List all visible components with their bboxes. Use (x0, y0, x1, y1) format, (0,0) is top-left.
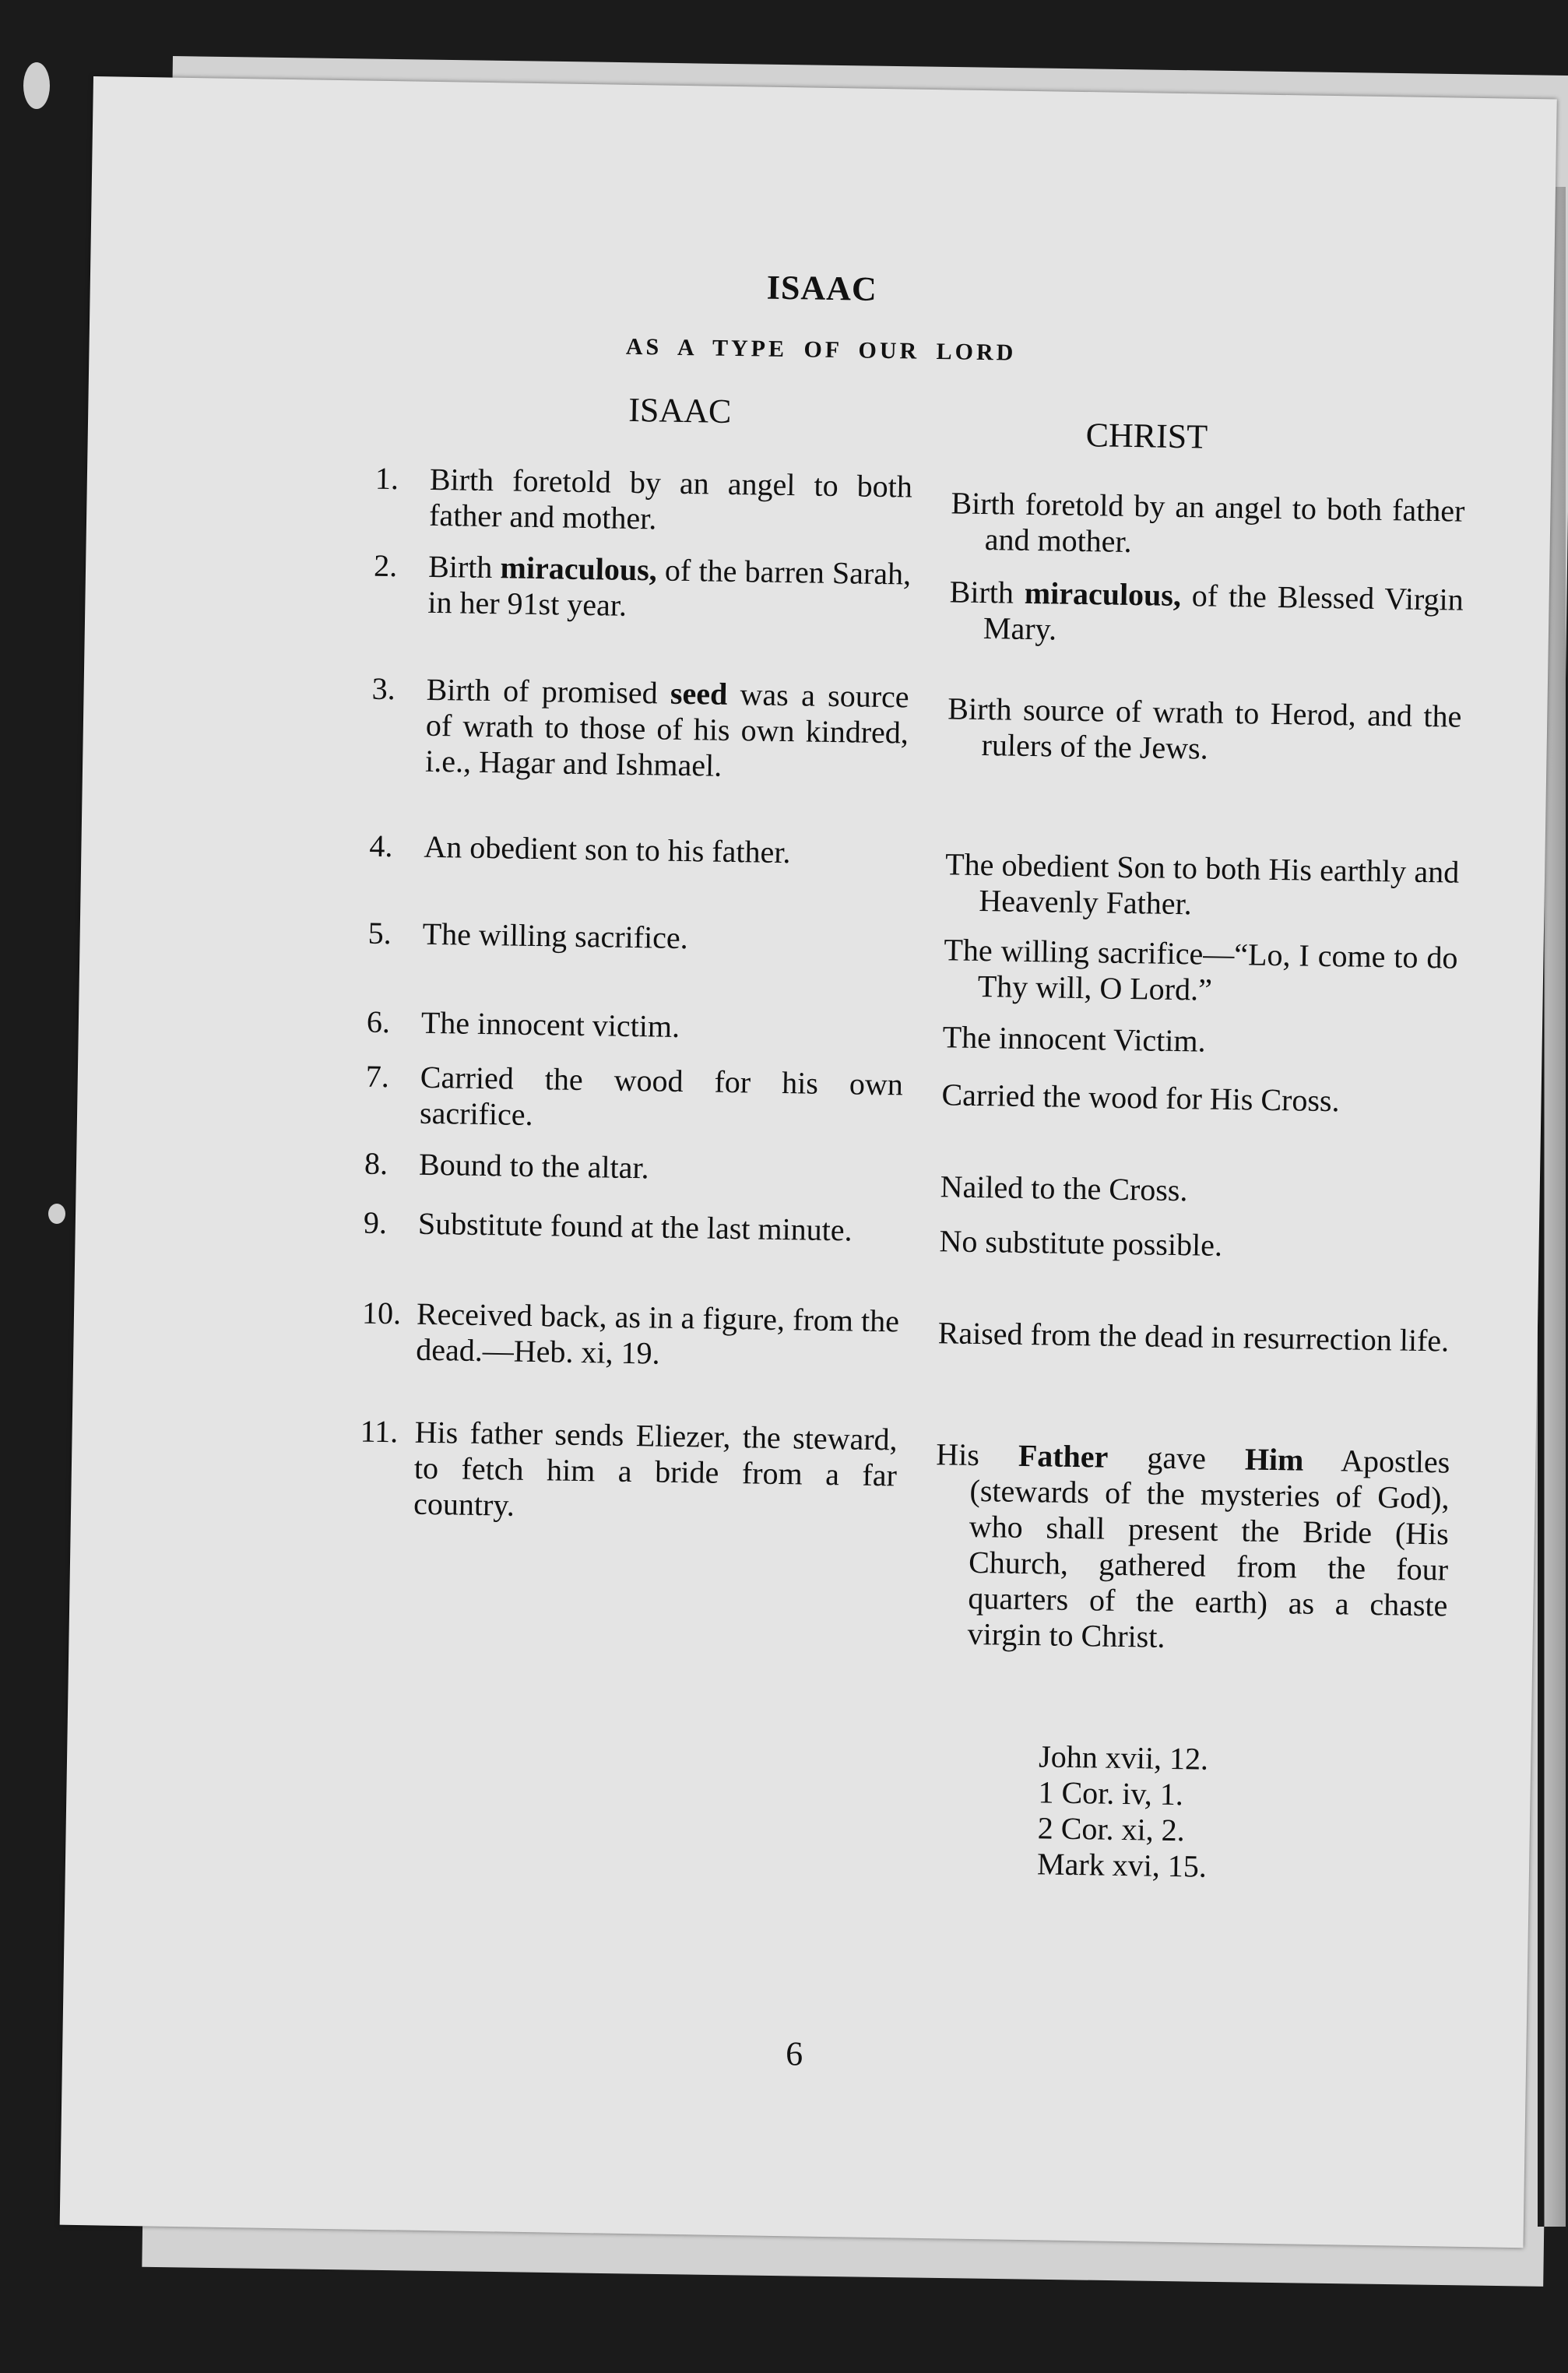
isaac-bold-word: miraculous, (500, 550, 658, 588)
christ-item-6: The innocent Victim. (942, 1019, 1206, 1059)
isaac-text: The willing sacrifice. (422, 916, 689, 956)
christ-text: Birth (949, 574, 1025, 610)
item-number: 5. (367, 915, 392, 951)
christ-item-4: The obedient Son to both His earthly and Heavenly Father. (944, 846, 1460, 922)
christ-bold-word: miraculous, (1024, 575, 1182, 613)
item-number: 7. (365, 1058, 390, 1095)
christ-item-3: Birth source of wrath to Herod, and the rulers of the Jews. (947, 691, 1462, 766)
reference: 1 Cor. iv, 1. (1038, 1774, 1184, 1812)
christ-text: gave (1108, 1439, 1246, 1477)
item-number: 2. (373, 547, 398, 584)
isaac-item-6 (367, 1004, 905, 1049)
isaac-text: His father sends Eliezer, the steward, to fetch him a bride from a far country. (413, 1414, 898, 1523)
christ-item-2 (949, 574, 1464, 653)
isaac-text: Carried the wood for his own sacrifice. (419, 1059, 904, 1133)
item-number: 3. (371, 670, 396, 707)
isaac-item-10 (361, 1295, 899, 1376)
page-subtitle: AS A TYPE OF OUR LORD (625, 333, 1017, 366)
isaac-item-4 (369, 828, 907, 873)
christ-text: Apostles (stewards of the mysteries of God), who shall present the Bride (His Church, gathered from the four quarters of the earth) as a chaste virgin to Christ. (967, 1442, 1450, 1654)
christ-bold-word: Father (1018, 1437, 1109, 1475)
isaac-item-9 (364, 1205, 902, 1250)
christ-item-10: Raised from the dead in resurrection life. (937, 1315, 1450, 1359)
isaac-item-7 (365, 1059, 903, 1139)
page-content (60, 76, 1557, 2248)
isaac-text: Received back, as in a figure, from the dead.—Heb. xi, 19. (416, 1295, 900, 1371)
isaac-item-1 (374, 461, 912, 541)
item-number: 8. (364, 1145, 388, 1182)
isaac-text: Substitute found at the last minute. (417, 1205, 853, 1248)
christ-item-1: Birth foretold by an angel to both father and mother. (951, 485, 1465, 560)
isaac-text: of the barren Sarah, in her 91st year. (427, 552, 912, 623)
christ-text: His (935, 1436, 1019, 1473)
christ-item-11 (933, 1436, 1450, 1659)
page-title: ISAAC (766, 268, 878, 308)
item-number: 1. (374, 460, 399, 497)
isaac-item-3 (371, 671, 909, 787)
isaac-item-11 (359, 1414, 898, 1530)
isaac-text: Birth (427, 548, 501, 585)
scan-speck (48, 1204, 65, 1224)
scripture-references (1037, 1738, 1209, 1884)
isaac-text: was a source of wrath to those of his own kindred, i.e., Hagar and Ishmael. (424, 676, 909, 783)
document-page (60, 76, 1557, 2248)
page-number: 6 (785, 2034, 803, 2073)
isaac-text: Birth foretold by an angel to both father and mother. (428, 461, 913, 536)
isaac-bold-word: seed (670, 675, 728, 712)
item-number: 6. (366, 1004, 391, 1040)
christ-bold-word: Him (1244, 1441, 1304, 1478)
christ-item-9: No substitute possible. (939, 1223, 1223, 1263)
column-heading-isaac: ISAAC (628, 390, 732, 431)
isaac-item-2 (373, 548, 911, 628)
isaac-item-5 (367, 916, 905, 960)
isaac-text: The innocent victim. (420, 1004, 680, 1044)
item-number: 11. (360, 1413, 399, 1450)
isaac-text: Birth of promised (426, 671, 671, 711)
column-heading-christ: CHRIST (1085, 416, 1208, 456)
scan-speck (23, 62, 50, 109)
isaac-text: An obedient son to his father. (424, 828, 791, 870)
reference: 2 Cor. xi, 2. (1037, 1810, 1186, 1848)
reference: Mark xvi, 15. (1036, 1846, 1208, 1884)
isaac-text: Bound to the altar. (418, 1146, 649, 1186)
christ-item-7: Carried the wood for His Cross. (941, 1077, 1340, 1119)
isaac-item-8 (364, 1146, 902, 1190)
reference: John xvii, 12. (1038, 1738, 1209, 1777)
item-number: 10. (361, 1295, 402, 1331)
christ-item-5: The willing sacrifice—“Lo, I come to do Thy will, O Lord.” (944, 932, 1458, 1007)
item-number: 9. (363, 1204, 388, 1241)
item-number: 4. (369, 828, 393, 864)
christ-text: of the Blessed Virgin Mary. (983, 578, 1464, 647)
christ-item-8: Nailed to the Cross. (940, 1169, 1188, 1208)
